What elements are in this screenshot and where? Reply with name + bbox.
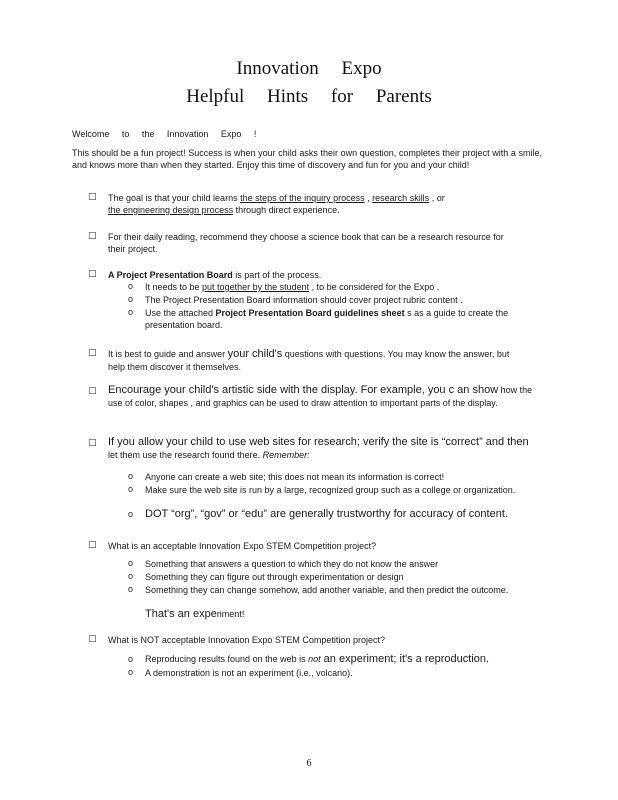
bullet-icon: □ bbox=[88, 386, 97, 396]
board-sub-1 bbox=[145, 281, 535, 293]
not-acceptable-sub1-ending: an experiment; it's a reproduction. bbox=[320, 653, 490, 665]
welcome-text: Welcome to the Innovation Expo ! bbox=[72, 129, 257, 139]
board-text bbox=[108, 269, 528, 281]
board-sub-2: The Project Presentation Board information should cover project rubric content . bbox=[145, 295, 463, 305]
sub-bullet-icon: o bbox=[128, 571, 134, 581]
artistic-ending: how the use of color, shapes , and graphics can be used to draw attention to important parts of the display. bbox=[108, 385, 533, 408]
web-intro: If you allow your child to use web sites for research; verify the site is “correct” and then bbox=[108, 436, 529, 448]
sub-bullet-icon: o bbox=[128, 509, 134, 519]
bullet-icon: □ bbox=[88, 269, 97, 279]
goal-comma-2: , or bbox=[429, 193, 445, 203]
sub-bullet-icon: o bbox=[128, 654, 134, 664]
sub-bullet-icon: o bbox=[128, 307, 134, 317]
board-sub1-ending: , to be considered for the Expo . bbox=[309, 282, 440, 292]
sub-bullet-icon: o bbox=[128, 471, 134, 481]
sub-bullet-icon: o bbox=[128, 584, 134, 594]
not-acceptable-sub-2: A demonstration is not an experiment (i.e., volcano). bbox=[145, 668, 353, 678]
goal-text bbox=[108, 192, 528, 216]
sub-bullet-icon: o bbox=[128, 667, 134, 677]
sub-bullet-icon: o bbox=[128, 294, 134, 304]
sub-bullet-icon: o bbox=[128, 558, 134, 568]
not-acceptable-sub-1 bbox=[145, 653, 540, 666]
experiment-note-b: riment! bbox=[216, 609, 245, 619]
reading-text: For their daily reading, recommend they choose a science book that can be a research resource for their project. bbox=[108, 232, 504, 254]
bullet-icon: □ bbox=[88, 231, 97, 241]
bullet-icon: □ bbox=[88, 192, 97, 202]
goal-inquiry-process: the steps of the inquiry process bbox=[240, 193, 365, 203]
acceptable-question: What is an acceptable Innovation Expo STEM Competition project? bbox=[108, 541, 377, 551]
web-sub-1: Anyone can create a web site; this does not mean its information is correct! bbox=[145, 472, 445, 482]
guide-ending: questions with questions. You may know the answer, but help them discover it themselves. bbox=[108, 349, 510, 372]
goal-intro: The goal is that your child learns bbox=[108, 193, 241, 203]
board-sub-3 bbox=[145, 307, 525, 331]
not-acceptable-sub1-intro: Reproducing results found on the web is bbox=[145, 654, 309, 664]
title-line-2: Helpful Hints for Parents bbox=[186, 86, 432, 107]
web-sub-2: Make sure the web site is run by a large, recognized group such as a college or organization. bbox=[145, 485, 516, 495]
experiment-note-a: That's an expe bbox=[145, 608, 217, 620]
web-remember: Remember: bbox=[262, 450, 310, 460]
board-guidelines-sheet: Project Presentation Board guidelines sheet bbox=[215, 308, 405, 318]
guide-text bbox=[108, 348, 528, 373]
title-line-1: Innovation Expo bbox=[236, 58, 382, 79]
artistic-intro: Encourage your child's artistic side with the display. For example, you c an show bbox=[108, 384, 499, 396]
board-sub1-intro: It needs to be bbox=[145, 282, 203, 292]
bullet-icon: □ bbox=[88, 634, 97, 644]
bullet-icon: □ bbox=[88, 348, 97, 358]
goal-comma-1: , bbox=[364, 193, 373, 203]
acceptable-experiment-note bbox=[145, 608, 244, 621]
sub-bullet-icon: o bbox=[128, 281, 134, 291]
not-acceptable-not: not bbox=[308, 654, 321, 664]
web-sub-3: DOT “org”, “gov” or “edu” are generally trustworthy for accuracy of content. bbox=[145, 508, 508, 520]
acceptable-sub-1: Something that answers a question to which they do not know the answer bbox=[145, 559, 439, 569]
web-text bbox=[108, 436, 538, 461]
guide-intro: It is best to guide and answer bbox=[108, 349, 228, 359]
page-number: 6 bbox=[306, 758, 312, 769]
sub-bullet-icon: o bbox=[128, 484, 134, 494]
bullet-icon: □ bbox=[88, 540, 97, 550]
board-sub3-intro: Use the attached bbox=[145, 308, 216, 318]
board-sub3-ending: s as a guide to create the presentation board. bbox=[145, 308, 509, 330]
goal-engineering-process: the engineering design process bbox=[108, 205, 234, 215]
acceptable-sub-2: Something they can figure out through experimentation or design bbox=[145, 572, 404, 582]
goal-research-skills: research skills bbox=[372, 193, 430, 203]
goal-ending: through direct experience. bbox=[233, 205, 340, 215]
not-acceptable-question: What is NOT acceptable Innovation Expo STEM Competition project? bbox=[108, 635, 385, 645]
intro-paragraph: This should be a fun project! Success is when your child asks their own question, completes their project with a smile, and knows more than when they started. Enjoy this time of discovery and fun for you and your child! bbox=[72, 148, 542, 170]
acceptable-sub-3: Something they can change somehow, add another variable, and then predict the outcome. bbox=[145, 585, 509, 595]
artistic-text bbox=[108, 384, 533, 409]
web-let-them: let them use the research found there. bbox=[108, 450, 261, 460]
guide-childs: your child's bbox=[227, 348, 283, 360]
board-title: A Project Presentation Board bbox=[108, 270, 233, 280]
board-desc: is part of the process. bbox=[232, 270, 322, 280]
board-sub1-underlined: put together by the student bbox=[202, 282, 310, 292]
bullet-icon: □ bbox=[88, 438, 97, 448]
